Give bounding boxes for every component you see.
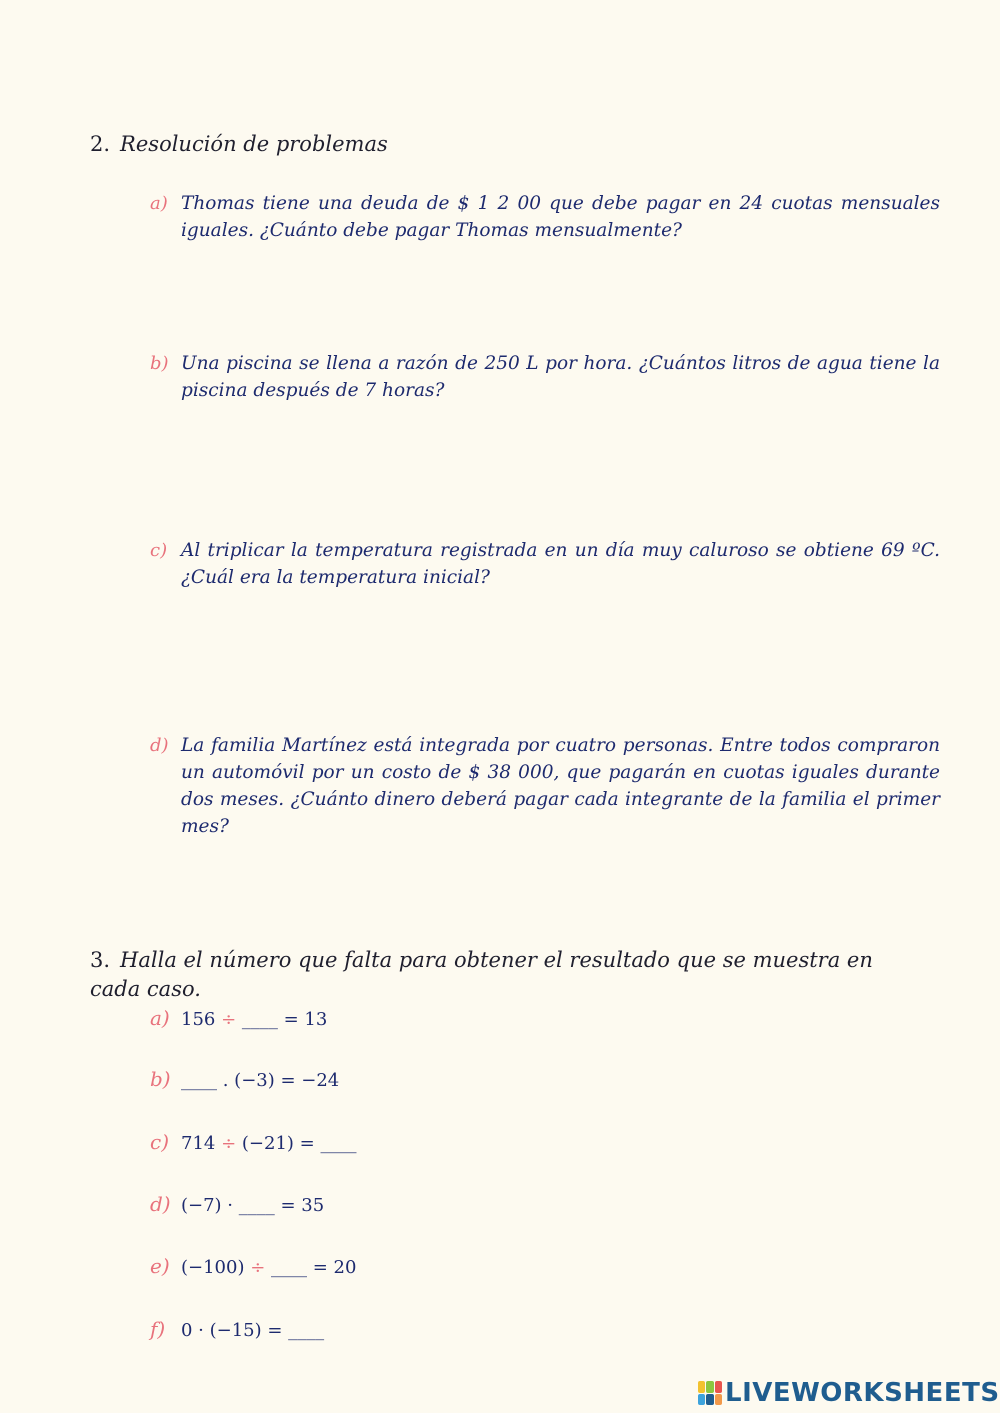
- problem-d: [150, 732, 940, 840]
- exercise-letter: f): [150, 1317, 166, 1341]
- exercise-letter: b): [150, 1067, 171, 1091]
- exercise-letter: e): [150, 1254, 170, 1278]
- exercise-e: [150, 1254, 356, 1284]
- exercise-expression-left: (−100): [181, 1257, 251, 1278]
- section-2-number: 2.: [90, 132, 111, 156]
- exercise-expression-right: ____ = 13: [236, 1009, 328, 1030]
- exercise-f: [150, 1317, 324, 1347]
- problem-a: [150, 190, 940, 244]
- logo-tile: [715, 1381, 722, 1393]
- problem-letter: b): [150, 353, 169, 374]
- section-2-title-text: Resolución de problemas: [120, 132, 388, 156]
- liveworksheets-logo: [698, 1378, 1000, 1408]
- exercise-letter: c): [150, 1130, 170, 1154]
- exercise-expression-right: (−21) = ____: [236, 1133, 357, 1154]
- problem-text: Una piscina se llena a razón de 250 L por hora. ¿Cuántos litros de agua tiene la piscina después de 7 horas?: [181, 353, 940, 401]
- exercise-expression-right: ____ = 20: [265, 1257, 357, 1278]
- problem-letter: a): [150, 193, 168, 214]
- problem-letter: d): [150, 735, 169, 756]
- problem-text: Al triplicar la temperatura registrada en un día muy caluroso se obtiene 69 ºC. ¿Cuál era la temperatura inicial?: [181, 540, 940, 588]
- exercise-expression-left: 156: [181, 1009, 222, 1030]
- divide-operator: ÷: [221, 1009, 237, 1030]
- logo-tile: [698, 1381, 705, 1393]
- exercise-a: [150, 1006, 327, 1036]
- divide-operator: ÷: [250, 1257, 266, 1278]
- divide-operator: ÷: [221, 1133, 237, 1154]
- exercise-d: [150, 1192, 324, 1222]
- logo-tile: [715, 1394, 722, 1406]
- section-2-title: [90, 132, 388, 156]
- section-3-number: 3.: [90, 948, 111, 972]
- problem-c: [150, 537, 940, 591]
- logo-tile: [706, 1394, 713, 1406]
- exercise-letter: a): [150, 1006, 170, 1030]
- exercise-expression-left: (−7) · ____ = 35: [181, 1195, 325, 1216]
- problem-letter: c): [150, 540, 168, 561]
- exercise-expression-left: 714: [181, 1133, 222, 1154]
- section-3-title-text: Halla el número que falta para obtener el resultado que se muestra en cada caso.: [90, 948, 873, 1001]
- logo-tile: [698, 1394, 705, 1406]
- exercise-letter: d): [150, 1192, 171, 1216]
- liveworksheets-logo-icon: [698, 1381, 722, 1405]
- logo-tile: [706, 1381, 713, 1393]
- section-3-title: [90, 946, 910, 1004]
- liveworksheets-logo-text: LIVEWORKSHEETS: [725, 1378, 1000, 1408]
- problem-text: La familia Martínez está integrada por cuatro personas. Entre todos compraron un automóvil por un costo de $ 38 000, que pagarán en cuotas iguales durante dos meses. ¿Cuánto dinero deberá pagar cada integrante de la familia el primer mes?: [181, 735, 940, 837]
- problem-text: Thomas tiene una deuda de $ 1 2 00 que debe pagar en 24 cuotas mensuales iguales. ¿Cuánto debe pagar Thomas mensualmente?: [181, 193, 940, 241]
- exercise-b: [150, 1067, 339, 1097]
- exercise-expression-left: ____ . (−3) = −24: [181, 1070, 340, 1091]
- problem-b: [150, 350, 940, 404]
- exercise-c: [150, 1130, 356, 1160]
- exercise-expression-left: 0 · (−15) = ____: [181, 1320, 325, 1341]
